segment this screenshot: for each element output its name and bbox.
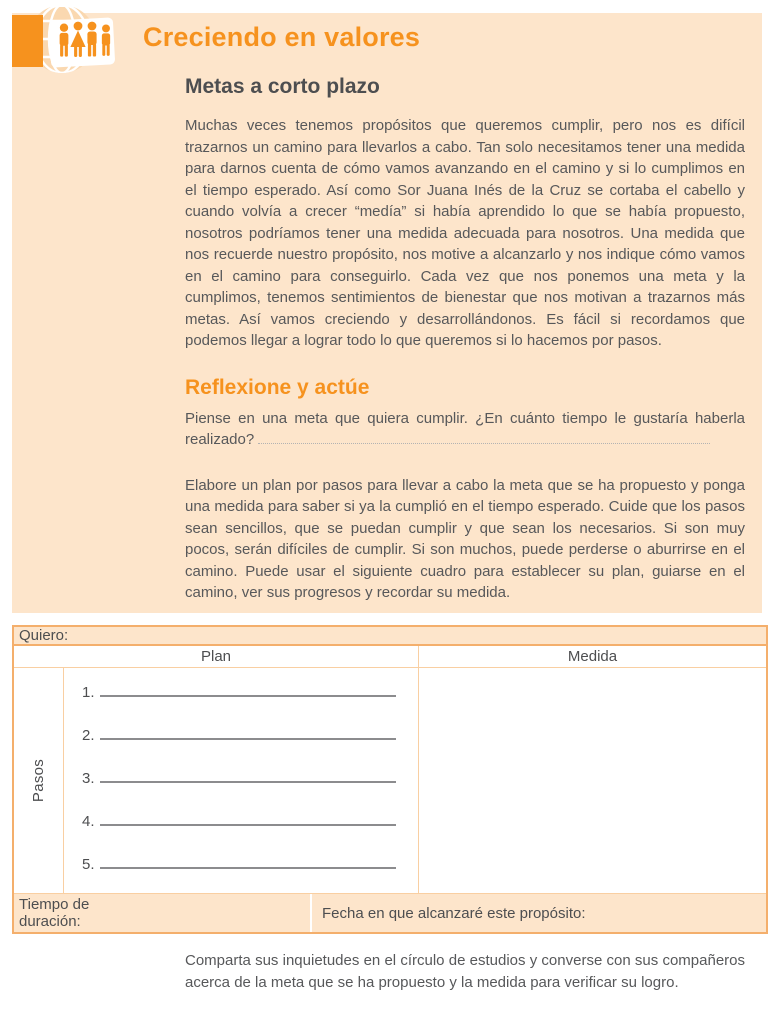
question-text: Piense en una meta que quiera cumplir. ¿En cuánto tiempo le gustaría haberla realizado? bbox=[185, 409, 745, 448]
community-globe-icon bbox=[10, 7, 136, 73]
plan-step bbox=[82, 854, 418, 897]
question-paragraph bbox=[185, 408, 745, 451]
plan-column-header: Plan bbox=[14, 646, 418, 668]
pasos-row-header bbox=[14, 668, 64, 893]
step-write-line bbox=[100, 854, 396, 869]
medida-column-header: Medida bbox=[418, 646, 766, 668]
tiempo-duracion-cell bbox=[14, 894, 310, 932]
step-write-line bbox=[100, 811, 396, 826]
intro-paragraph: Muchas veces tenemos propósitos que queremos cumplir, pero nos es difícil trazarnos un camino para llevarlos a cabo. Tan solo necesitamos tener una medida para darnos cuenta de cómo vamos avanzando en el camino y si lo cumplimos en el tiempo esperado. Así como Sor Juana Inés de la Cruz se cortaba el cabello y cuando volvía a crecer “medía” si había aprendido lo que se había propuesto, nosotros podríamos tener una medida adecuada para nosotros. Una medida que nos recuerde nuestro propósito, nos motive a alcanzarlo y nos indique cómo vamos en el camino para conseguirlo. Cada vez que nos ponemos una meta y la cumplimos, tenemos sentimientos de bienestar que nos motivan a trazarnos más metas. Así vamos creciendo y desarrollándonos. Es fácil si recordamos que podemos llegar a lograr todo lo que queremos si lo hacemos por pasos. bbox=[185, 117, 745, 349]
step-number: 1. bbox=[82, 684, 95, 701]
step-number: 4. bbox=[82, 813, 95, 830]
content-panel bbox=[12, 13, 762, 613]
plan-step bbox=[82, 811, 418, 854]
step-number: 3. bbox=[82, 770, 95, 787]
plan-step bbox=[82, 725, 418, 768]
step-number: 2. bbox=[82, 727, 95, 744]
step-write-line bbox=[100, 725, 396, 740]
instructions-paragraph: Elabore un plan por pasos para llevar a cabo la meta que se ha propuesto y ponga una medida para saber si ya la cumplió en el tiempo esperado. Cuide que los pasos sean sencillos, que se puedan cumplir y que sean los necesarios. Si son muy pocos, serán difíciles de cumplir. Si son muchos, puede perderse o aburrirse en el camino. Puede usar el siguiente cuadro para establecer su plan, guiarse en el camino, ver sus progresos y recordar su medida. bbox=[185, 476, 745, 601]
step-write-line bbox=[100, 768, 396, 783]
medida-empty-cell bbox=[418, 668, 766, 893]
tiempo-duracion-label: Tiempo de duración: bbox=[19, 896, 90, 930]
plan-step bbox=[82, 682, 418, 725]
page-title: Creciendo en valores bbox=[143, 22, 421, 52]
plan-step bbox=[82, 768, 418, 811]
fecha-proposito-label: Fecha en que alcanzaré este propósito: bbox=[322, 904, 586, 922]
lesson-content bbox=[185, 75, 745, 606]
closing-paragraph: Comparta sus inquietudes en el círculo de estudios y converse con sus compañeros acerca de la meta que se ha propuesto y la medida para verificar su logro. bbox=[185, 952, 745, 991]
plan-steps-cell bbox=[64, 668, 418, 893]
quiero-row bbox=[14, 627, 766, 646]
pasos-label: Pasos bbox=[29, 758, 47, 803]
table-bottom-row bbox=[14, 893, 766, 932]
quiero-label: Quiero: bbox=[19, 627, 69, 644]
step-write-line bbox=[100, 682, 396, 697]
section-heading: Metas a corto plazo bbox=[185, 75, 380, 98]
fecha-proposito-cell bbox=[310, 894, 766, 932]
step-number: 5. bbox=[82, 856, 95, 873]
answer-write-line bbox=[258, 430, 710, 444]
subsection-heading: Reflexione y actúe bbox=[185, 375, 370, 399]
goal-plan-table bbox=[12, 625, 768, 934]
